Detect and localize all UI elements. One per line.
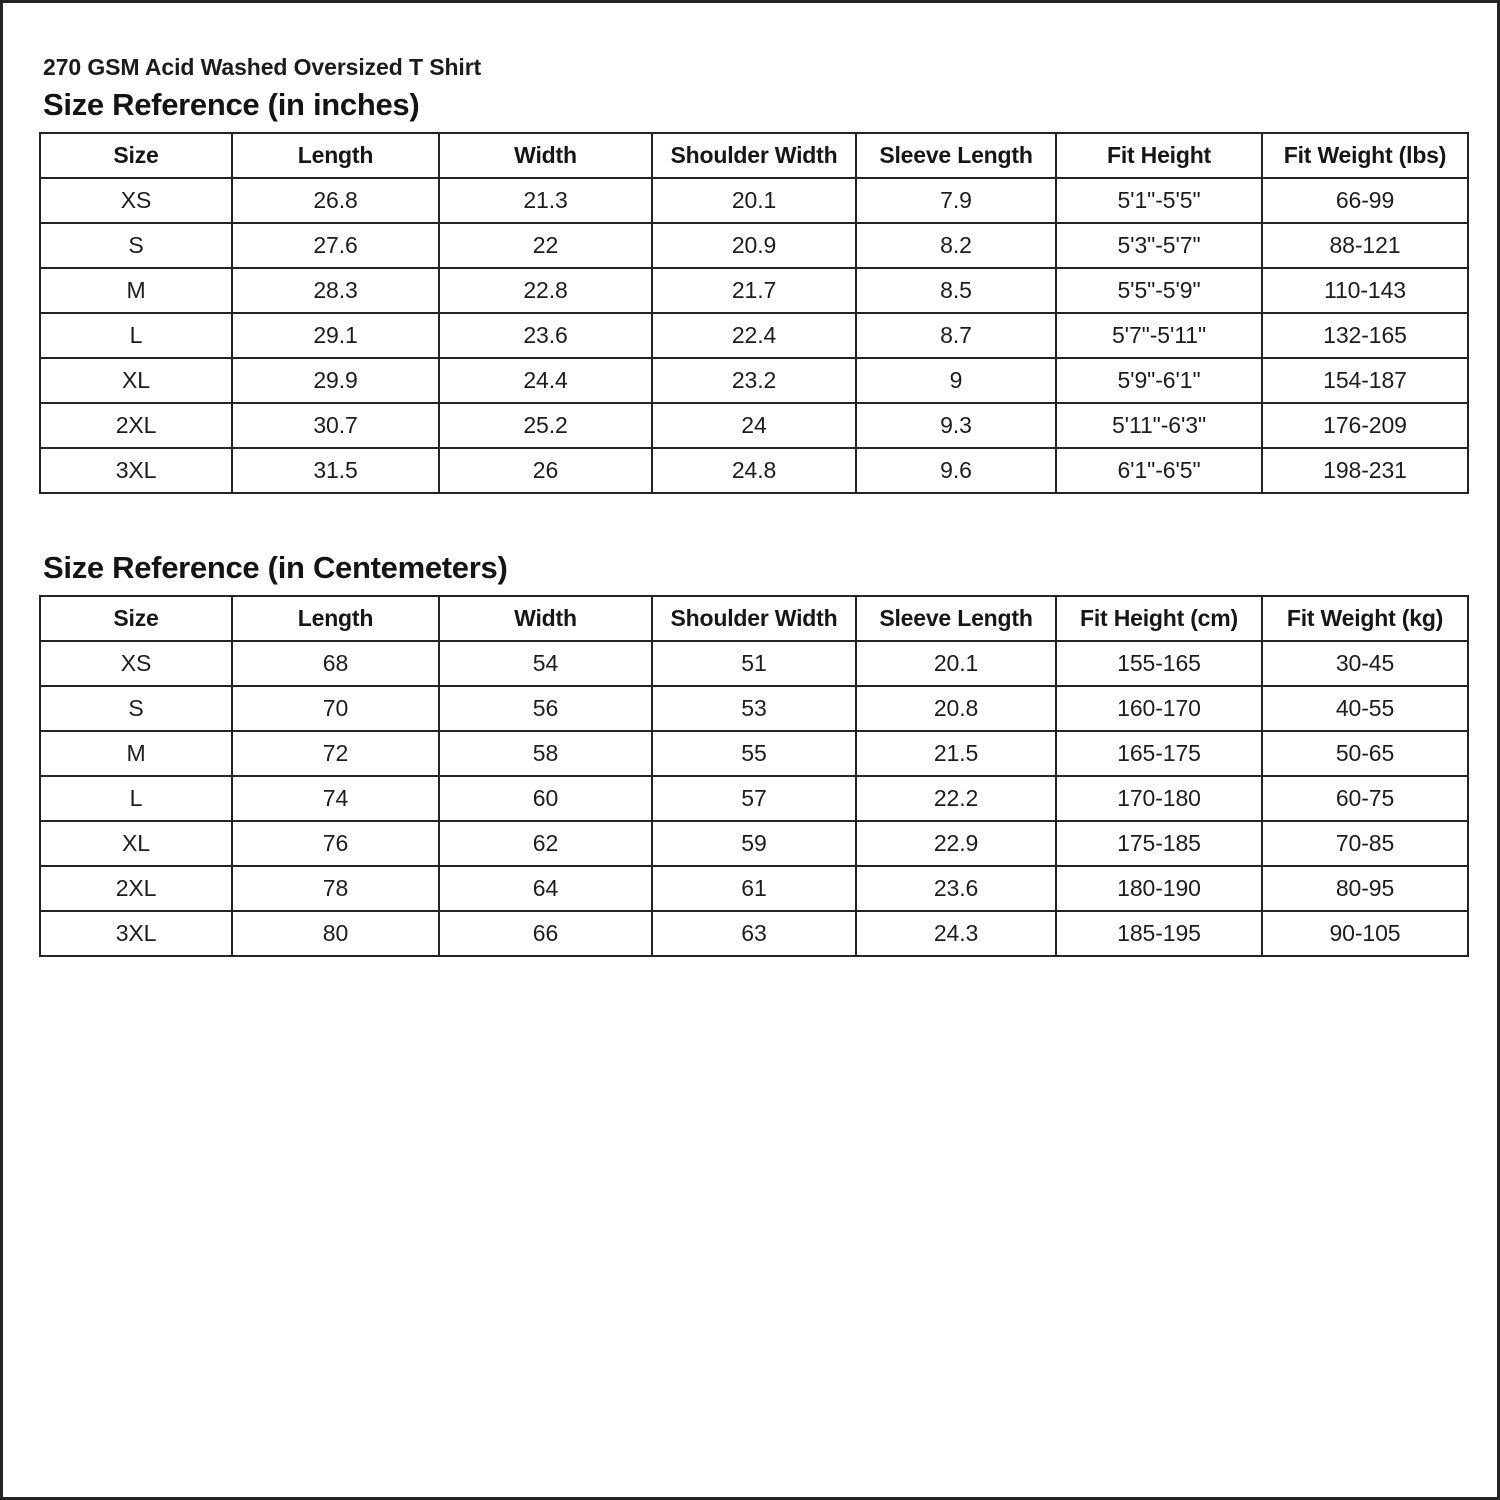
- cell-sleeve-length: 9.3: [856, 403, 1056, 448]
- table-row: [40, 223, 1468, 268]
- cell-size: M: [40, 268, 232, 313]
- cell-length: 68: [232, 641, 439, 686]
- cell-fit-weight: 30-45: [1262, 641, 1468, 686]
- cell-sleeve-length: 22.2: [856, 776, 1056, 821]
- cell-fit-weight: 50-65: [1262, 731, 1468, 776]
- cell-sleeve-length: 24.3: [856, 911, 1056, 956]
- cell-length: 70: [232, 686, 439, 731]
- cell-width: 24.4: [439, 358, 652, 403]
- cell-fit-weight: 88-121: [1262, 223, 1468, 268]
- cell-fit-weight: 90-105: [1262, 911, 1468, 956]
- size-table-centimeters: [39, 595, 1469, 957]
- table-row: [40, 731, 1468, 776]
- cell-shoulder-width: 24: [652, 403, 856, 448]
- column-header-length: Length: [232, 596, 439, 641]
- cell-width: 58: [439, 731, 652, 776]
- table-header-row: [40, 596, 1468, 641]
- cell-size: S: [40, 223, 232, 268]
- column-header-fit-weight-kg: Fit Weight (kg): [1262, 596, 1468, 641]
- cell-sleeve-length: 7.9: [856, 178, 1056, 223]
- column-header-sleeve-length: Sleeve Length: [856, 596, 1056, 641]
- table-row: [40, 268, 1468, 313]
- cell-shoulder-width: 22.4: [652, 313, 856, 358]
- cell-fit-height: 5'5"-5'9": [1056, 268, 1262, 313]
- cell-width: 26: [439, 448, 652, 493]
- cell-width: 56: [439, 686, 652, 731]
- table-row: [40, 448, 1468, 493]
- cell-fit-height: 185-195: [1056, 911, 1262, 956]
- cell-width: 21.3: [439, 178, 652, 223]
- cell-length: 74: [232, 776, 439, 821]
- cell-sleeve-length: 23.6: [856, 866, 1056, 911]
- cell-size: L: [40, 776, 232, 821]
- cell-length: 27.6: [232, 223, 439, 268]
- cell-fit-weight: 80-95: [1262, 866, 1468, 911]
- cell-size: L: [40, 313, 232, 358]
- cell-fit-height: 180-190: [1056, 866, 1262, 911]
- cell-length: 29.9: [232, 358, 439, 403]
- column-header-sleeve-length: Sleeve Length: [856, 133, 1056, 178]
- column-header-size: Size: [40, 133, 232, 178]
- cell-sleeve-length: 9: [856, 358, 1056, 403]
- cell-size: XS: [40, 641, 232, 686]
- cell-fit-weight: 60-75: [1262, 776, 1468, 821]
- table-row: [40, 313, 1468, 358]
- column-header-size: Size: [40, 596, 232, 641]
- table-row: [40, 178, 1468, 223]
- cell-fit-height: 5'9"-6'1": [1056, 358, 1262, 403]
- cell-size: 2XL: [40, 866, 232, 911]
- centimeters-table-title: Size Reference (in Centemeters): [43, 549, 508, 585]
- table-header-row: [40, 133, 1468, 178]
- cell-fit-height: 160-170: [1056, 686, 1262, 731]
- size-table-inches: [39, 132, 1469, 494]
- cell-fit-height: 165-175: [1056, 731, 1262, 776]
- cell-shoulder-width: 23.2: [652, 358, 856, 403]
- column-header-fit-weight: Fit Weight (lbs): [1262, 133, 1468, 178]
- cell-width: 62: [439, 821, 652, 866]
- cell-size: 3XL: [40, 448, 232, 493]
- cell-size: XL: [40, 358, 232, 403]
- cell-width: 60: [439, 776, 652, 821]
- cell-shoulder-width: 20.1: [652, 178, 856, 223]
- column-header-length: Length: [232, 133, 439, 178]
- cell-fit-height: 5'1"-5'5": [1056, 178, 1262, 223]
- cell-fit-height: 5'7"-5'11": [1056, 313, 1262, 358]
- cell-fit-height: 155-165: [1056, 641, 1262, 686]
- cell-length: 29.1: [232, 313, 439, 358]
- cell-fit-height: 170-180: [1056, 776, 1262, 821]
- cell-shoulder-width: 20.9: [652, 223, 856, 268]
- inches-table-title: Size Reference (in inches): [43, 87, 420, 123]
- table-row: [40, 866, 1468, 911]
- cell-shoulder-width: 21.7: [652, 268, 856, 313]
- cell-width: 54: [439, 641, 652, 686]
- cell-shoulder-width: 63: [652, 911, 856, 956]
- table-row: [40, 911, 1468, 956]
- cell-sleeve-length: 20.1: [856, 641, 1056, 686]
- cell-fit-weight: 40-55: [1262, 686, 1468, 731]
- column-header-fit-height: Fit Height: [1056, 133, 1262, 178]
- cell-shoulder-width: 55: [652, 731, 856, 776]
- table-row: [40, 358, 1468, 403]
- cell-size: M: [40, 731, 232, 776]
- cell-sleeve-length: 9.6: [856, 448, 1056, 493]
- cell-width: 25.2: [439, 403, 652, 448]
- cell-shoulder-width: 24.8: [652, 448, 856, 493]
- column-header-fit-height-cm: Fit Height (cm): [1056, 596, 1262, 641]
- cell-sleeve-length: 8.7: [856, 313, 1056, 358]
- cell-sleeve-length: 21.5: [856, 731, 1056, 776]
- cell-length: 72: [232, 731, 439, 776]
- cell-size: XL: [40, 821, 232, 866]
- cell-fit-weight: 154-187: [1262, 358, 1468, 403]
- product-title: 270 GSM Acid Washed Oversized T Shirt: [43, 54, 482, 80]
- cell-width: 64: [439, 866, 652, 911]
- cell-length: 31.5: [232, 448, 439, 493]
- cell-fit-height: 5'11"-6'3": [1056, 403, 1262, 448]
- cell-fit-height: 5'3"-5'7": [1056, 223, 1262, 268]
- cell-size: 2XL: [40, 403, 232, 448]
- cell-length: 28.3: [232, 268, 439, 313]
- table-row: [40, 821, 1468, 866]
- cell-size: 3XL: [40, 911, 232, 956]
- cell-width: 23.6: [439, 313, 652, 358]
- cell-length: 26.8: [232, 178, 439, 223]
- column-header-width: Width: [439, 596, 652, 641]
- cell-fit-weight: 66-99: [1262, 178, 1468, 223]
- cell-shoulder-width: 59: [652, 821, 856, 866]
- cell-width: 66: [439, 911, 652, 956]
- cell-fit-height: 6'1"-6'5": [1056, 448, 1262, 493]
- cell-sleeve-length: 20.8: [856, 686, 1056, 731]
- cell-width: 22: [439, 223, 652, 268]
- cell-shoulder-width: 51: [652, 641, 856, 686]
- cell-sleeve-length: 8.2: [856, 223, 1056, 268]
- table-row: [40, 686, 1468, 731]
- cell-length: 76: [232, 821, 439, 866]
- column-header-shoulder-width: Shoulder Width: [652, 133, 856, 178]
- column-header-shoulder-width: Shoulder Width: [652, 596, 856, 641]
- cell-fit-weight: 110-143: [1262, 268, 1468, 313]
- cell-shoulder-width: 61: [652, 866, 856, 911]
- cell-fit-weight: 132-165: [1262, 313, 1468, 358]
- cell-sleeve-length: 8.5: [856, 268, 1056, 313]
- cell-length: 78: [232, 866, 439, 911]
- cell-width: 22.8: [439, 268, 652, 313]
- table-row: [40, 403, 1468, 448]
- table-row: [40, 776, 1468, 821]
- cell-length: 80: [232, 911, 439, 956]
- cell-fit-weight: 70-85: [1262, 821, 1468, 866]
- cell-fit-height: 175-185: [1056, 821, 1262, 866]
- cell-fit-weight: 198-231: [1262, 448, 1468, 493]
- cell-fit-weight: 176-209: [1262, 403, 1468, 448]
- cell-shoulder-width: 57: [652, 776, 856, 821]
- cell-size: XS: [40, 178, 232, 223]
- cell-length: 30.7: [232, 403, 439, 448]
- cell-size: S: [40, 686, 232, 731]
- table-row: [40, 641, 1468, 686]
- cell-shoulder-width: 53: [652, 686, 856, 731]
- cell-sleeve-length: 22.9: [856, 821, 1056, 866]
- column-header-width: Width: [439, 133, 652, 178]
